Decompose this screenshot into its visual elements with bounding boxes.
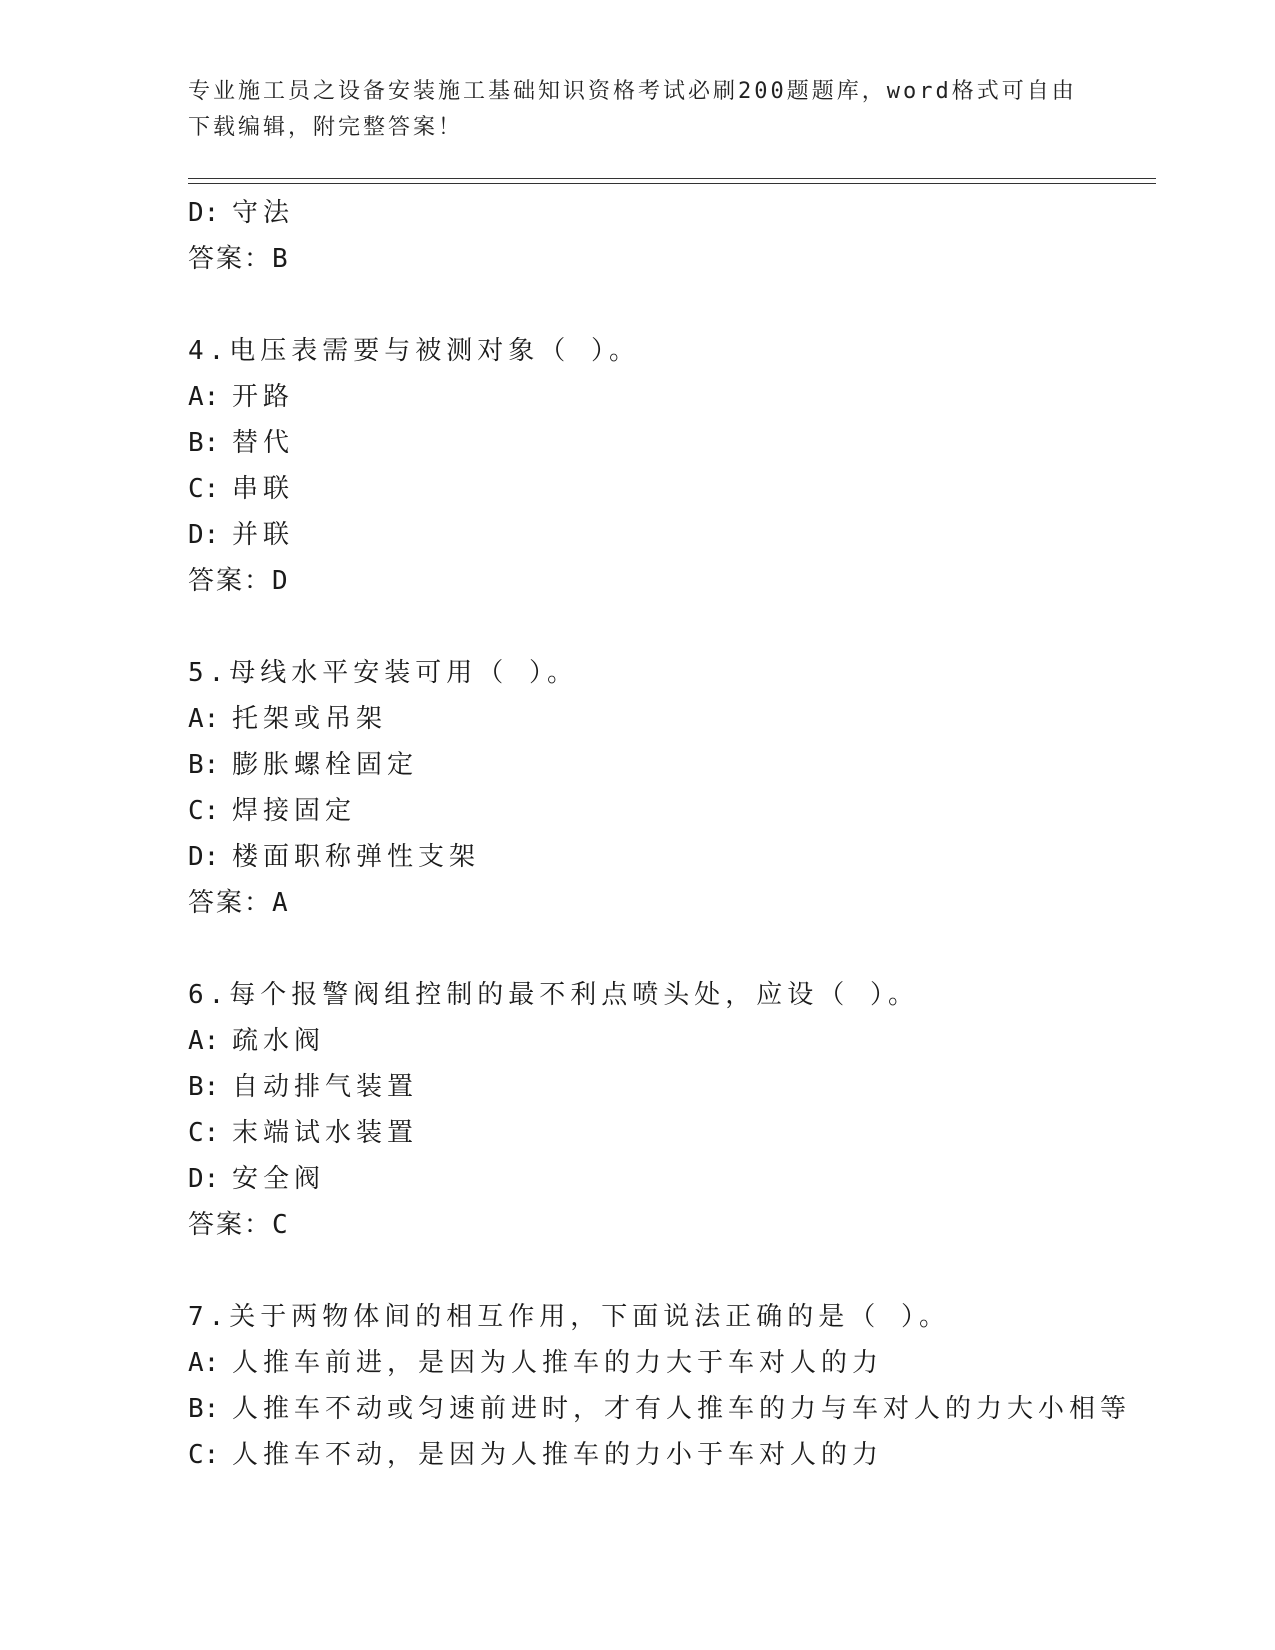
question-stem: 4.电压表需要与被测对象（ ）。	[188, 336, 640, 366]
option-letter: B:	[188, 428, 220, 458]
question-stem: 6.每个报警阀组控制的最不利点喷头处，应设（ ）。	[188, 980, 919, 1010]
answer-label: 答案：D	[188, 566, 290, 596]
option-letter: A:	[188, 704, 220, 734]
option-b	[188, 1386, 1148, 1432]
option-a	[188, 374, 1148, 420]
option-letter: B:	[188, 750, 220, 780]
option-c	[188, 1432, 1148, 1478]
option-letter: B:	[188, 1072, 220, 1102]
option-letter: A:	[188, 1026, 220, 1056]
option-letter: D:	[188, 842, 220, 872]
header-line-2: 下载编辑，附完整答案！	[188, 115, 464, 140]
option-d	[188, 190, 1148, 236]
option-text: 托架或吊架	[232, 704, 388, 734]
header-line-1: 专业施工员之设备安装施工基础知识资格考试必刷200题题库，word格式可自由	[188, 79, 1077, 104]
option-text: 开路	[232, 382, 295, 412]
option-letter: D:	[188, 520, 220, 550]
option-text: 安全阀	[232, 1164, 326, 1194]
option-c	[188, 1110, 1148, 1156]
question-list	[188, 190, 1148, 1478]
answer-label: 答案：C	[188, 1210, 290, 1240]
option-letter: A:	[188, 1348, 220, 1378]
option-text: 自动排气装置	[232, 1072, 419, 1102]
answer-label: 答案：B	[188, 244, 290, 274]
option-text: 守法	[232, 198, 295, 228]
option-text: 膨胀螺栓固定	[232, 750, 419, 780]
option-c	[188, 466, 1148, 512]
option-d	[188, 512, 1148, 558]
option-text: 疏水阀	[232, 1026, 326, 1056]
option-d	[188, 1156, 1148, 1202]
option-d	[188, 834, 1148, 880]
option-text: 人推车不动或匀速前进时，才有人推车的力与车对人的力大小相等	[232, 1394, 1132, 1424]
question-stem: 5.母线水平安装可用（ ）。	[188, 658, 578, 688]
option-letter: C:	[188, 474, 220, 504]
option-a	[188, 1018, 1148, 1064]
option-letter: C:	[188, 796, 220, 826]
question-stem: 7.关于两物体间的相互作用，下面说法正确的是（ ）。	[188, 1302, 950, 1332]
header-divider-top	[188, 178, 1156, 179]
option-text: 并联	[232, 520, 295, 550]
option-text: 楼面职称弹性支架	[232, 842, 481, 872]
option-b	[188, 1064, 1148, 1110]
header-divider-bottom	[188, 183, 1156, 184]
option-letter: D:	[188, 198, 220, 228]
option-text: 替代	[232, 428, 295, 458]
option-text: 人推车不动，是因为人推车的力小于车对人的力	[232, 1440, 884, 1470]
option-a	[188, 1340, 1148, 1386]
option-letter: C:	[188, 1440, 220, 1470]
answer-label: 答案：A	[188, 888, 290, 918]
option-letter: B:	[188, 1394, 220, 1424]
option-text: 串联	[232, 474, 295, 504]
option-letter: D:	[188, 1164, 220, 1194]
option-c	[188, 788, 1148, 834]
option-text: 末端试水装置	[232, 1118, 419, 1148]
option-b	[188, 420, 1148, 466]
option-b	[188, 742, 1148, 788]
option-text: 人推车前进，是因为人推车的力大于车对人的力	[232, 1348, 884, 1378]
document-header	[188, 74, 1088, 146]
option-letter: C:	[188, 1118, 220, 1148]
option-a	[188, 696, 1148, 742]
option-text: 焊接固定	[232, 796, 357, 826]
option-letter: A:	[188, 382, 220, 412]
